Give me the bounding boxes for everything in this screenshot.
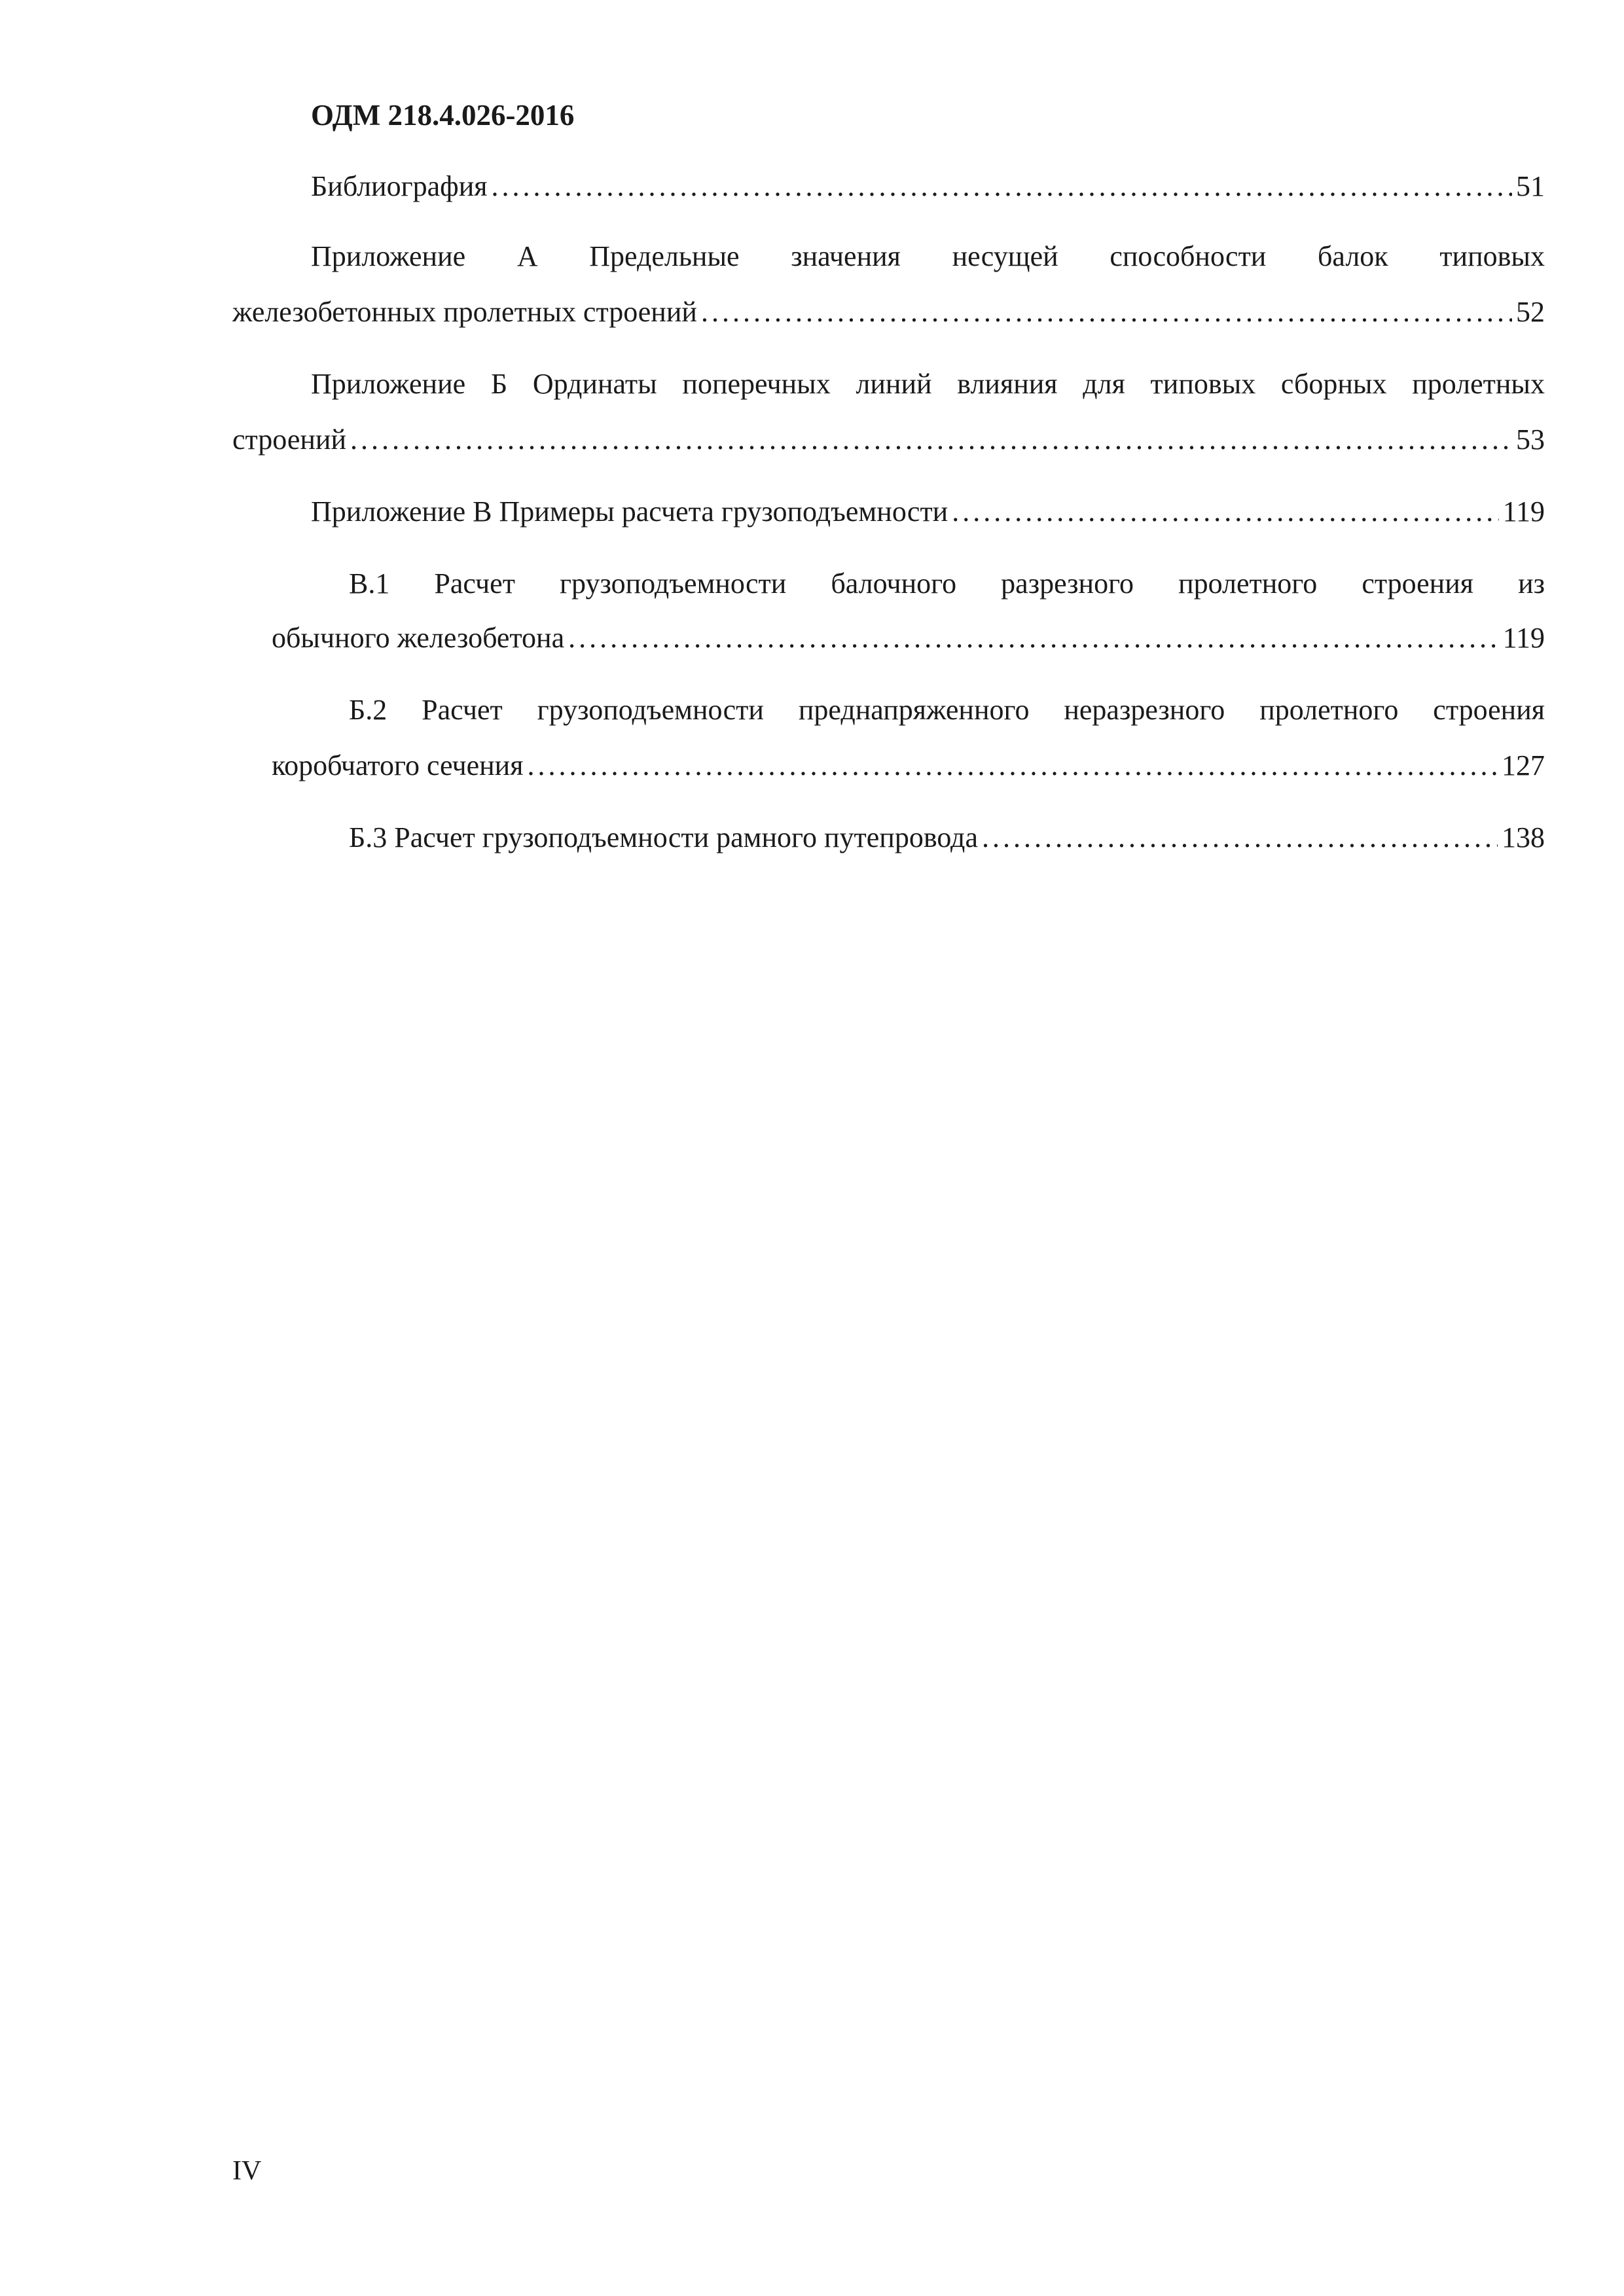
toc-dot-leader: [350, 420, 1512, 459]
toc-entry-title: обычного железобетона: [272, 622, 565, 654]
toc-entry-v1-line2[interactable]: [272, 619, 1545, 658]
document-header: ОДМ 218.4.026-2016: [311, 99, 575, 132]
toc-entry-appendix-a-line2[interactable]: [232, 293, 1545, 332]
toc-page-number: 51: [1516, 170, 1545, 202]
toc-entry-title: Библиография: [311, 170, 488, 202]
toc-page-number: 138: [1502, 821, 1545, 853]
toc-entry-b2-line2[interactable]: [272, 746, 1545, 785]
toc-entry-b2-line1[interactable]: Б.2 Расчет грузоподъемности преднапряженного неразрезного пролетного строения: [349, 694, 1545, 726]
toc-entry-title: коробчатого сечения: [272, 749, 524, 781]
toc-entry-bibliography[interactable]: [311, 167, 1545, 206]
toc-dot-leader: [701, 293, 1512, 332]
toc-dot-leader: [491, 167, 1512, 206]
toc-entry-title: Б.3 Расчет грузоподъемности рамного путепровода: [349, 821, 978, 853]
toc-dot-leader: [568, 619, 1498, 658]
toc-dot-leader: [982, 818, 1498, 857]
toc-page-number: 53: [1516, 423, 1545, 456]
toc-entry-appendix-b-line1[interactable]: Приложение Б Ординаты поперечных линий влияния для типовых сборных пролетных: [311, 368, 1545, 400]
toc-entry-title: строений: [232, 423, 347, 456]
toc-dot-leader: [527, 746, 1498, 785]
page-number: IV: [232, 2156, 262, 2186]
toc-entry-title: железобетонных пролетных строений: [232, 296, 697, 328]
toc-entry-v1-line1[interactable]: В.1 Расчет грузоподъемности балочного разрезного пролетного строения из: [349, 567, 1545, 600]
toc-dot-leader: [952, 492, 1498, 531]
toc-page-number: 52: [1516, 296, 1545, 328]
toc-entry-appendix-b-line2[interactable]: [232, 420, 1545, 459]
toc-entry-appendix-a-line1[interactable]: Приложение А Предельные значения несущей способности балок типовых: [311, 240, 1545, 272]
toc-page-number: 119: [1502, 495, 1545, 528]
toc-entry-b3[interactable]: [349, 818, 1545, 857]
toc-entry-appendix-v[interactable]: [311, 492, 1545, 531]
toc-entry-title: Приложение В Примеры расчета грузоподъемности: [311, 495, 948, 528]
toc-page-number: 127: [1502, 749, 1545, 781]
toc-page-number: 119: [1502, 622, 1545, 654]
